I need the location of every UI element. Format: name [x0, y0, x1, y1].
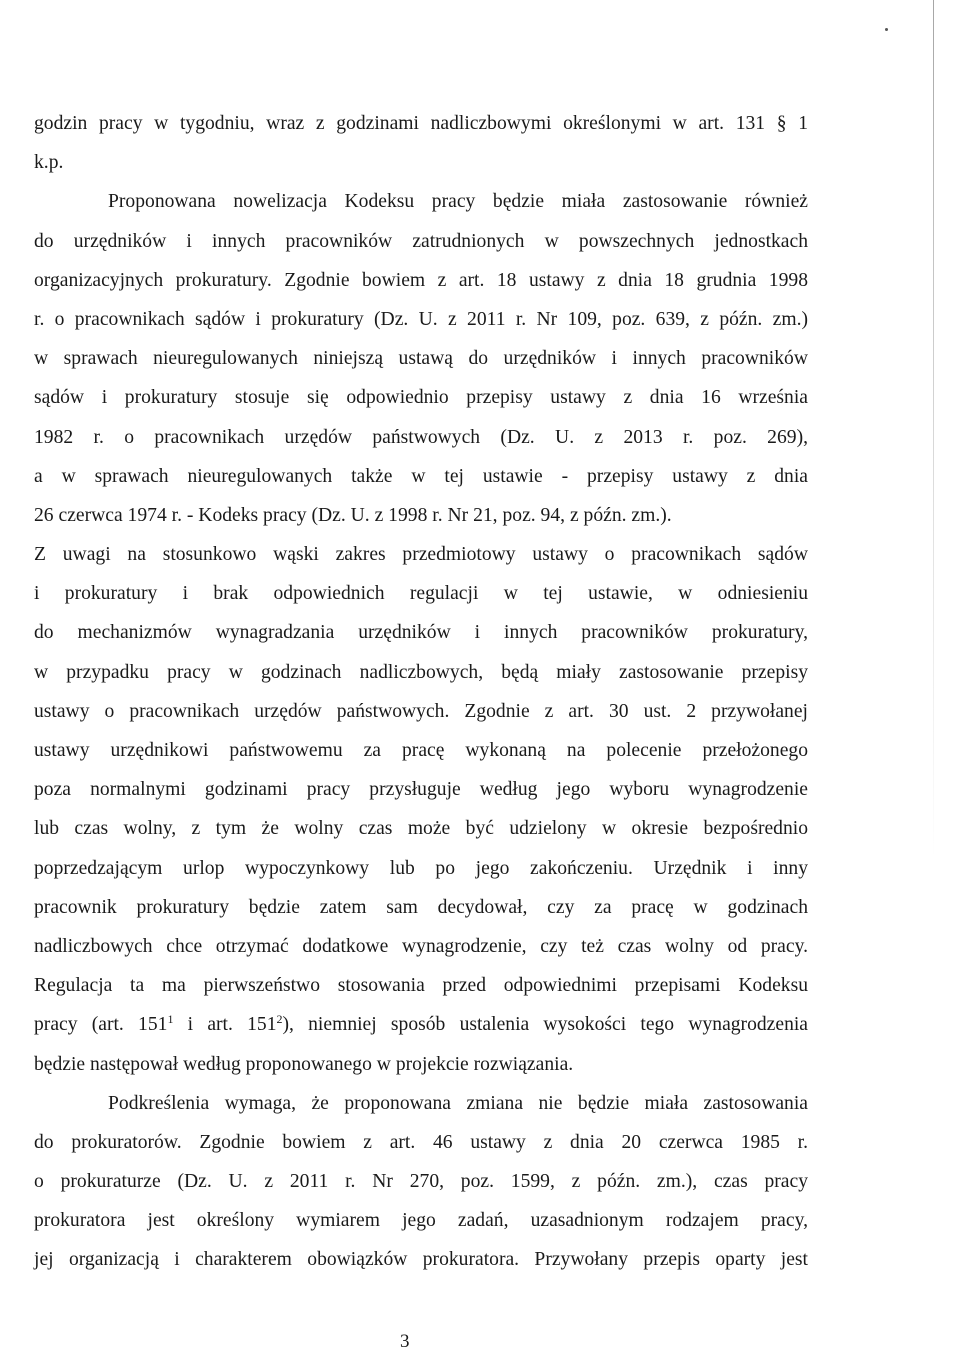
text-line: nadliczbowych chce otrzymać dodatkowe wynagrodzenie, czy też czas wolny od pracy.: [34, 935, 808, 957]
text-line: ustawy o pracownikach urzędów państwowych. Zgodnie z art. 30 ust. 2 przywołanej: [34, 700, 808, 722]
text-line: godzin pracy w tygodniu, wraz z godzinami nadliczbowymi określonymi w art. 131 § 1: [34, 113, 808, 134]
text-line: i prokuratury i brak odpowiednich regulacji w tej ustawie, w odniesieniu: [34, 583, 808, 605]
text-fragment: i art. 151: [173, 1014, 277, 1036]
scan-dust-dot: [885, 28, 888, 31]
text-line: 1982 r. o pracownikach urzędów państwowych (Dz. U. z 2013 r. poz. 269),: [34, 426, 808, 448]
text-line: Proponowana nowelizacja Kodeksu pracy będzie miała zastosowanie również: [108, 191, 808, 213]
text-line: prokuratora jest określony wymiarem jego zadań, uzasadnionym rodzajem pracy,: [34, 1210, 808, 1232]
page-number: 3: [400, 1331, 410, 1352]
text-line: k.p.: [34, 152, 64, 174]
text-line: organizacyjnych prokuratury. Zgodnie bowiem z art. 18 ustawy z dnia 18 grudnia 1998: [34, 269, 808, 291]
text-line: w przypadku pracy w godzinach nadliczbowych, będą miały zastosowanie przepisy: [34, 661, 808, 683]
scan-edge-line: [933, 0, 934, 860]
text-line: sądów i prokuratury stosuje się odpowiednio przepisy ustawy z dnia 16 września: [34, 387, 808, 409]
text-line: ustawy urzędnikowi państwowemu za pracę wykonaną na polecenie przełożonego: [34, 740, 808, 761]
text-line: będzie następował według proponowanego w projekcie rozwiązania.: [34, 1053, 574, 1075]
text-line: do mechanizmów wynagradzania urzędników i innych pracowników prokuratury,: [34, 622, 808, 644]
text-fragment: ), niemniej sposób ustalenia wysokości tego wynagrodzenia: [282, 1014, 809, 1036]
text-line: 26 czerwca 1974 r. - Kodeks pracy (Dz. U. z 1998 r. Nr 21, poz. 94, z późn. zm.).: [34, 504, 672, 526]
text-line: jej organizacją i charakterem obowiązków prokuratora. Przywołany przepis oparty jest: [34, 1249, 808, 1271]
superscript: 2: [276, 1012, 283, 1027]
text-line: poza normalnymi godzinami pracy przysługuje według jego wyboru wynagrodzenie: [34, 779, 808, 801]
text-line: poprzedzającym urlop wypoczynkowy lub po jego zakończeniu. Urzędnik i inny: [34, 857, 808, 879]
document-body: [34, 104, 808, 1280]
text-line: do prokuratorów. Zgodnie bowiem z art. 46 ustawy z dnia 20 czerwca 1985 r.: [34, 1131, 808, 1153]
text-line: Podkreślenia wymaga, że proponowana zmiana nie będzie miała zastosowania: [108, 1092, 808, 1114]
text-line: r. o pracownikach sądów i prokuratury (Dz. U. z 2011 r. Nr 109, poz. 639, z późn. zm.): [34, 308, 808, 330]
text-line: Z uwagi na stosunkowo wąski zakres przedmiotowy ustawy o pracownikach sądów: [34, 544, 808, 566]
text-line: w sprawach nieuregulowanych niniejszą ustawą do urzędników i innych pracowników: [34, 348, 808, 370]
superscript: 1: [167, 1012, 174, 1027]
text-line: o prokuraturze (Dz. U. z 2011 r. Nr 270, poz. 1599, z późn. zm.), czas pracy: [34, 1171, 808, 1193]
text-line: do urzędników i innych pracowników zatrudnionych w powszechnych jednostkach: [34, 230, 808, 252]
text-line: pracownik prokuratury będzie zatem sam decydował, czy za pracę w godzinach: [34, 896, 808, 918]
text-line: [34, 1005, 808, 1044]
text-line: Regulacja ta ma pierwszeństwo stosowania przed odpowiednimi przepisami Kodeksu: [34, 975, 808, 997]
text-line: a w sprawach nieuregulowanych także w tej ustawie - przepisy ustawy z dnia: [34, 465, 808, 487]
text-fragment: pracy (art. 151: [34, 1014, 168, 1036]
text-line: lub czas wolny, z tym że wolny czas może być udzielony w okresie bezpośrednio: [34, 818, 808, 840]
